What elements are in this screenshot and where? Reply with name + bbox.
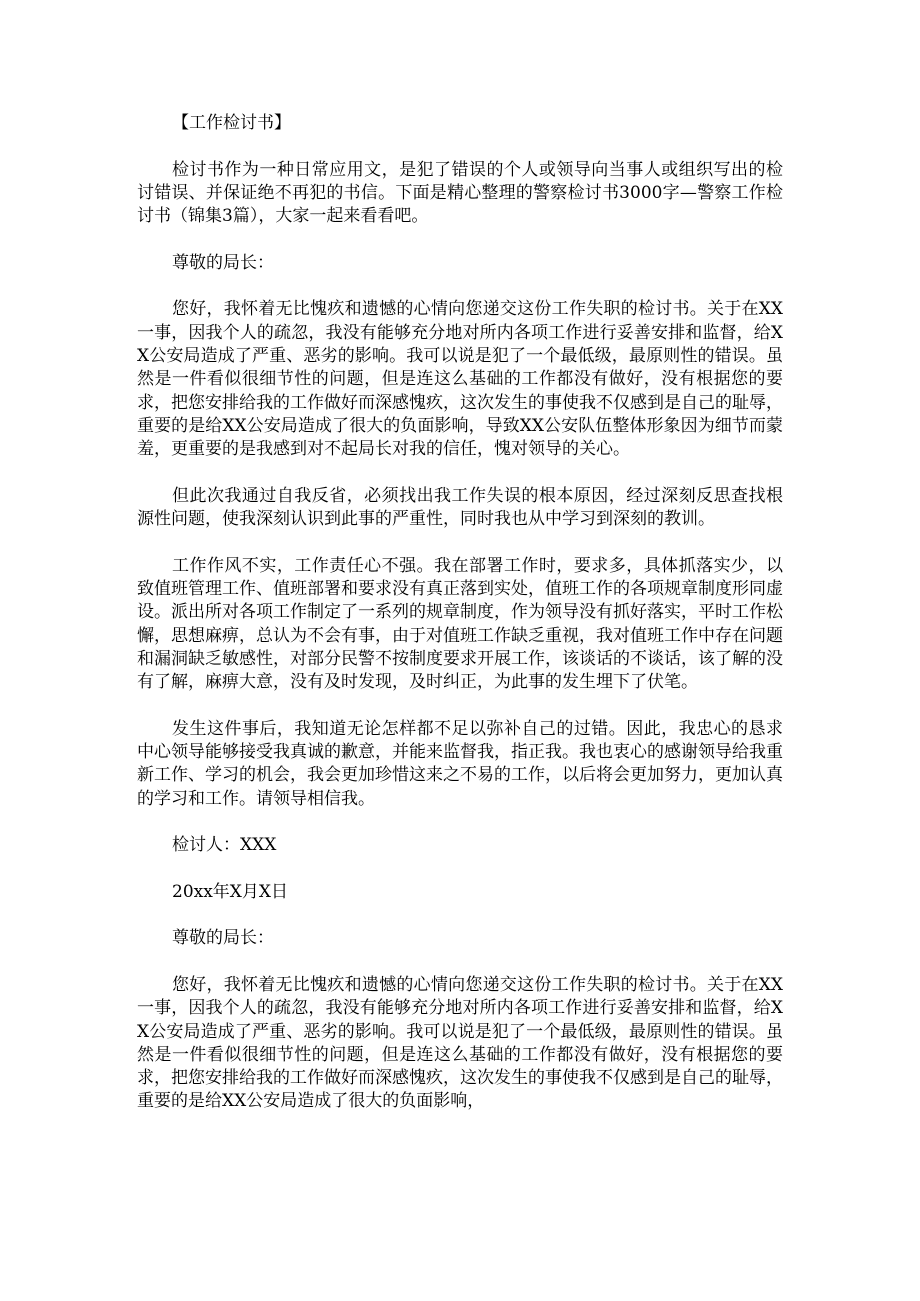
document-title: 【工作检讨书】 (172, 113, 291, 133)
document-page (137, 112, 783, 1137)
letter1-paragraph-4: 发生这件事后，我知道无论怎样都不足以弥补自己的过错。因此，我忠心的恳求中心领导能够接受我真诚的歉意，并能来监督我，指正我。我也衷心的感谢领导给我重新工作、学习的机会，我会更加珍惜这来之不易的工作，以后将会更加努力，更加认真的学习和工作。请领导相信我。 (137, 718, 783, 809)
letter1-signer: 检讨人：XXX (172, 835, 277, 856)
letter1-paragraph-1: 您好，我怀着无比愧疚和遗憾的心情向您递交这份工作失职的检讨书。关于在XX一事，因我个人的疏忽，我没有能够充分地对所内各项工作进行妥善安排和监督，给XX公安局造成了严重、恶劣的影响。我可以说是犯了一个最低级，最原则性的错误。虽然是一件看似很细节性的问题，但是连这么基础的工作都没有做好，没有根据您的要求，把您安排给我的工作做好而深感愧疚，这次发生的事使我不仅感到是自己的耻辱，重要的是给XX公安局造成了很大的负面影响，导致XX公安队伍整体形象因为细节而蒙羞，更重要的是我感到对不起局长对我的信任，愧对领导的关心。 (137, 299, 783, 460)
letter1-date: 20xx年X月X日 (172, 881, 289, 902)
letter1-salutation: 尊敬的局长： (172, 252, 274, 273)
letter2-salutation: 尊敬的局长： (172, 928, 274, 949)
letter1-paragraph-3: 工作作风不实，工作责任心不强。我在部署工作时，要求多，具体抓落实少，以致值班管理工作、值班部署和要求没有真正落到实处，值班工作的各项规章制度形同虚设。派出所对各项工作制定了一系列的规章制度，作为领导没有抓好落实，平时工作松懈，思想麻痹，总认为不会有事，由于对值班工作缺乏重视，我对值班工作中存在问题和漏洞缺乏敏感性，对部分民警不按制度要求开展工作，该谈话的不谈话，该了解的没有了解，麻痹大意，没有及时发现，及时纠正，为此事的发生埋下了伏笔。 (137, 555, 783, 693)
letter1-paragraph-2: 但此次我通过自我反省，必须找出我工作失误的根本原因，经过深刻反思查找根源性问题，使我深刻认识到此事的严重性，同时我也从中学习到深刻的教训。 (137, 485, 783, 530)
letter2-paragraph-1: 您好，我怀着无比愧疚和遗憾的心情向您递交这份工作失职的检讨书。关于在XX一事，因我个人的疏忽，我没有能够充分地对所内各项工作进行妥善安排和监督，给XX公安局造成了严重、恶劣的影响。我可以说是犯了一个最低级，最原则性的错误。虽然是一件看似很细节性的问题，但是连这么基础的工作都没有做好，没有根据您的要求，把您安排给我的工作做好而深感愧疚，这次发生的事使我不仅感到是自己的耻辱，重要的是给XX公安局造成了很大的负面影响， (137, 974, 783, 1112)
intro-paragraph: 检讨书作为一种日常应用文，是犯了错误的个人或领导向当事人或组织写出的检讨错误、并保证绝不再犯的书信。下面是精心整理的警察检讨书3000字—警察工作检讨书（锦集3篇），大家一起来看看吧。 (137, 159, 783, 227)
